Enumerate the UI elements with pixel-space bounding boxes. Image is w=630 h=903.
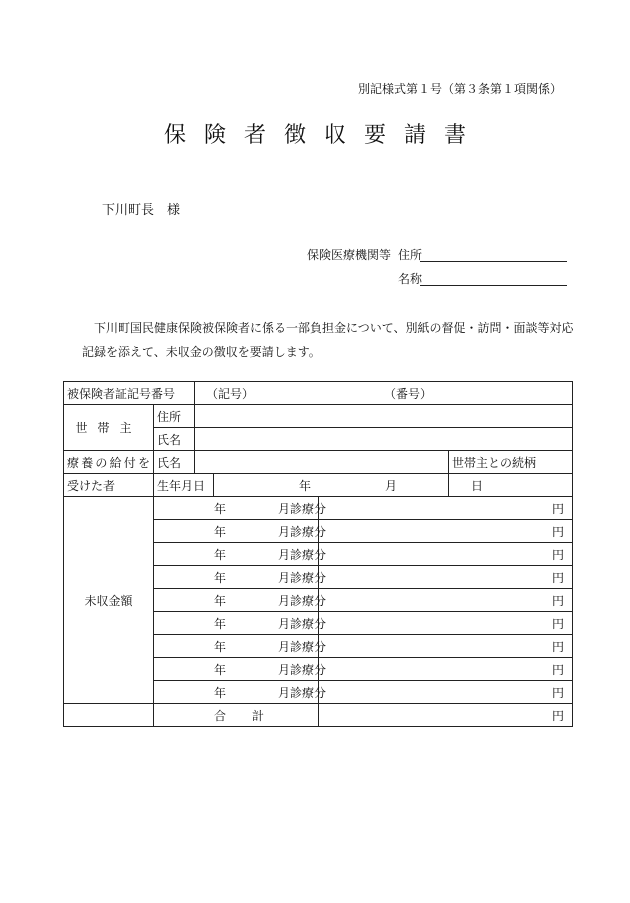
total-label-char1: 合	[214, 708, 227, 723]
document-title: 保険者徴収要請書	[163, 123, 484, 148]
total-blank	[64, 704, 154, 727]
unpaid-month-field[interactable]	[154, 681, 327, 704]
unpaid-amount-label: 未収金額	[64, 497, 154, 704]
insured-number-row	[64, 382, 573, 405]
number-label: （番号）	[384, 386, 433, 401]
unpaid-month-label: 月診療分	[278, 570, 327, 585]
request-body-text: 下川町国民健康保険被保険者に係る一部負担金について、別紙の督促・訪問・面談等対応記録を添えて、未収金の徴収を要請します。	[82, 321, 574, 359]
requester-address-field[interactable]	[420, 261, 567, 262]
form-reference: 別記様式第１号（第３条第１項関係）	[357, 82, 562, 96]
unpaid-amount-field[interactable]	[319, 681, 573, 704]
householder-name-field[interactable]	[195, 428, 573, 451]
insured-number-label: 被保険者証記号番号	[64, 382, 195, 405]
unpaid-year-label: 年	[214, 593, 227, 608]
birthdate-label: 生年月日	[154, 474, 214, 497]
yen-unit: 円	[552, 524, 565, 539]
birth-year-label: 年	[299, 478, 312, 493]
total-row	[64, 704, 573, 727]
request-form-table	[63, 381, 573, 727]
yen-unit: 円	[552, 639, 565, 654]
symbol-label: （記号）	[206, 386, 255, 401]
unpaid-month-label: 月診療分	[278, 501, 327, 516]
yen-unit: 円	[552, 616, 565, 631]
unpaid-amount-field[interactable]	[319, 543, 573, 566]
unpaid-month-field[interactable]	[154, 566, 327, 589]
unpaid-month-field[interactable]	[154, 612, 327, 635]
birth-day-label: 日	[471, 478, 484, 493]
yen-unit: 円	[552, 685, 565, 700]
requester-name-label: 名称	[398, 272, 423, 286]
recipient-label-line2: 受けた者	[64, 474, 154, 497]
unpaid-month-field[interactable]	[154, 635, 327, 658]
unpaid-amount-field[interactable]	[319, 566, 573, 589]
recipient-name-row	[64, 451, 573, 474]
unpaid-amount-field[interactable]	[319, 635, 573, 658]
yen-unit: 円	[552, 708, 565, 723]
unpaid-year-label: 年	[214, 662, 227, 677]
unpaid-amount-field[interactable]	[319, 497, 573, 520]
unpaid-amount-field[interactable]	[319, 520, 573, 543]
unpaid-month-label: 月診療分	[278, 547, 327, 562]
yen-unit: 円	[552, 593, 565, 608]
householder-name-label: 氏名	[154, 428, 195, 451]
birthdate-field[interactable]	[214, 474, 484, 497]
recipient-name-field[interactable]	[195, 451, 449, 474]
yen-unit: 円	[552, 501, 565, 516]
total-amount-field[interactable]	[319, 704, 573, 727]
insured-number-field[interactable]	[195, 382, 573, 405]
total-label	[154, 704, 319, 727]
unpaid-month-label: 月診療分	[278, 524, 327, 539]
unpaid-month-field[interactable]	[154, 658, 327, 681]
householder-address-label: 住所	[154, 405, 195, 428]
total-label-char2: 計	[252, 708, 265, 723]
householder-address-row	[64, 405, 573, 428]
unpaid-year-label: 年	[214, 524, 227, 539]
unpaid-month-field[interactable]	[154, 497, 327, 520]
relationship-field[interactable]	[449, 451, 573, 474]
recipient-label-line1: 療養の給付を	[64, 451, 154, 474]
yen-unit: 円	[552, 547, 565, 562]
unpaid-month-label: 月診療分	[278, 593, 327, 608]
birth-month-label: 月	[385, 478, 398, 493]
unpaid-year-label: 年	[214, 685, 227, 700]
unpaid-month-label: 月診療分	[278, 685, 327, 700]
unpaid-month-field[interactable]	[154, 520, 327, 543]
unpaid-amount-field[interactable]	[319, 658, 573, 681]
requester-address-label: 住所	[398, 248, 423, 262]
yen-unit: 円	[552, 570, 565, 585]
relationship-label: 世帯主との続柄	[452, 455, 537, 470]
unpaid-year-label: 年	[214, 616, 227, 631]
unpaid-year-label: 年	[214, 501, 227, 516]
householder-label: 世帯主	[64, 405, 154, 451]
institution-label: 保険医療機関等	[307, 248, 392, 262]
unpaid-amount-field[interactable]	[319, 612, 573, 635]
unpaid-year-label: 年	[214, 570, 227, 585]
unpaid-month-field[interactable]	[154, 589, 327, 612]
unpaid-month-field[interactable]	[154, 543, 327, 566]
unpaid-month-label: 月診療分	[278, 616, 327, 631]
unpaid-year-label: 年	[214, 547, 227, 562]
birthdate-row	[64, 474, 573, 497]
requester-name-field[interactable]	[420, 285, 567, 286]
yen-unit: 円	[552, 662, 565, 677]
unpaid-year-label: 年	[214, 639, 227, 654]
birthdate-blank	[449, 474, 573, 497]
recipient-name-label: 氏名	[154, 451, 195, 474]
unpaid-row	[64, 497, 573, 520]
unpaid-month-label: 月診療分	[278, 639, 327, 654]
unpaid-month-label: 月診療分	[278, 662, 327, 677]
householder-address-field[interactable]	[195, 405, 573, 428]
addressee: 下川町長 様	[102, 203, 181, 218]
unpaid-amount-field[interactable]	[319, 589, 573, 612]
